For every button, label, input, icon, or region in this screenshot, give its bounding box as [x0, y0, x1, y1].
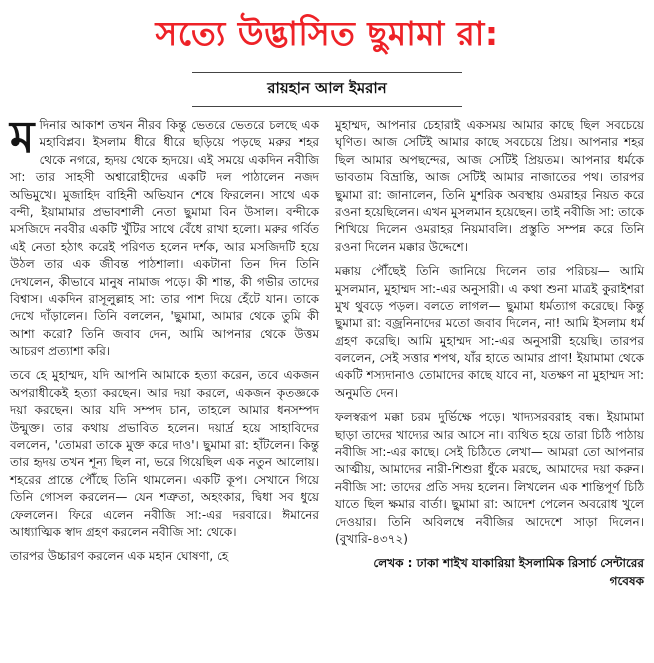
paragraph: তারপর উচ্চারণ করলেন এক মহান ঘোষণা, হে	[10, 549, 229, 564]
divider-above-author	[192, 72, 462, 73]
paragraph-opening	[10, 112, 319, 360]
right-column	[335, 117, 644, 597]
paragraph: ফলস্বরূপ মক্কা চরম দুর্ভিক্ষে পড়ে। খাদ্যসরবরাহ বন্ধ। ইয়ামামা ছাড়া তাদের খাদ্যের আর আসে না। ব্যথিত হয়ে তারা চিঠি পাঠায় নবীজি সা:-এর কাছে। সেই চিঠিতে লেখা— আমরা তো আপনার আত্মীয়, আমাদের নারী-শিশুরা ধুঁকে মরছে, আমাদের দয়া করুন। নবীজি সা: তাদের প্রতি সদয় হলেন। লিখলেন এক শান্তিপূর্ণ চিঠি যাতে ছিল ক্ষমার বার্তা। ছুমামা রা: আদেশ পেলেন অবরোধ খুলে দেওয়ার। তিনি অবিলম্বে নবীজির আদেশে সাড়া দিলেন। (বুখারি-৪৩৭২)	[335, 410, 644, 546]
paragraph: মক্কায় পৌঁছেই তিনি জানিয়ে দিলেন তার পরিচয়— আমি মুসলমান, মুহাম্মদ সা:-এর অনুসারী। এ কথা শুনা মাত্রই কুরাইশরা মুখ থুবড়ে পড়ল। বলতে লাগল— ছুমামা ধর্মত্যাগ করেছে। কিন্তু ছুমামা রা: বজ্রনিনাদের মতো জবাব দিলেন, না! আমি ইসলাম ধর্ম গ্রহণ করেছি। আমি মুহাম্মদ সা:-এর অনুসারী হয়েছি। তারপর বললেন, সেই সত্তার শপথ, যাঁর হাতে আমার প্রাণ! ইয়ামামা থেকে একটি শস্যদানাও তোমাদের কাছে যাবে না, যতক্ষণ না মুহাম্মদ সা: অনুমতি দেন।	[335, 264, 644, 400]
article-body	[10, 112, 644, 597]
author-byline: রায়হান আল ইমরান	[267, 79, 387, 97]
author-credit	[335, 555, 644, 590]
left-column	[10, 112, 319, 597]
paragraph-text: দিনার আকাশ তখন নীরব কিন্তু ভেতরে ভেতরে চলছে এক মহাবিপ্লব। ইসলাম ধীরে ধীরে ছড়িয়ে পড়ছে মরুর শহর থেকে নগরে, হৃদয় থেকে হৃদয়ে। এই সময়ে একদিন নবীজি সা: তার সাহসী অশ্বারোহীদের একটি দল পাঠালেন নজদ অভিমুখে। মুজাহিদ বাহিনী অভিযান শেষে ফিরলেন। সাথে এক বন্দী, ইয়ামামার প্রভাবশালী নেতা ছুমামা বিন উসাল। বন্দীকে মসজিদে নববীর একটি খুঁটির সাথে বেঁধে রাখা হলো। মরুর গর্বিত এই নেতা হঠাৎ করেই পরিণত হলেন দর্শক, আর মসজিদটি হয়ে উঠল তার এক জীবন্ত পাঠশালা। একটানা তিন দিন তিনি দেখলেন, কীভাবে মানুষ নামাজ পড়ে। কী শান্ত, কী গভীর তাদের বিশ্বাস। একদিন রাসূলুল্লাহ সা: তার পাশ দিয়ে হেঁটে যান। তাকে দেখে দাঁড়ালেন। তিনি বললেন, 'ছুমামা, আমার থেকে তুমি কী আশা করো? তিনি জবাব দেন, আমি আপনার থেকে উত্তম আচরণ প্রত্যাশা করি।	[10, 118, 319, 359]
page-title: সত্যে উদ্ভাসিত ছুমামা রা:	[155, 14, 499, 53]
paragraph: তবে হে মুহাম্মদ, যদি আপনি আমাকে হত্যা করেন, তবে একজন অপরাধীকেই হত্যা করছেন। আর দয়া করলে, একজন কৃতজ্ঞকে দয়া করছেন। আর যদি সম্পদ চান, তাহলে আমার ধনসম্পদ উন্মুক্ত। তার কথায় প্রভাবিত হলেন। দয়ার্দ্র হয়ে সাহাবিদের বললেন, 'তোমরা তাকে মুক্ত করে দাও'। ছুমামা রা: হাঁটলেন। কিন্তু তার হৃদয় তখন শূন্য ছিল না, ভরে গিয়েছিল এক নতুন আলোয়। শহরের প্রান্তে পৌঁছে তিনি থামলেন। একটি কূপ। সেখানে গিয়ে তিনি গোসল করলেন— যেন শত্রুতা, অহংকার, দ্বিধা সব ধুয়ে ফেললেন। ফিরে এলেন নবীজি সা:-এর দরবারে। ঈমানের আধ্যাত্মিক স্বাদ গ্রহণ করলেন নবীজি সা: থেকে।	[10, 368, 319, 539]
author-credit-text: ঢাকা শাইখ যাকারিয়া ইসলামিক রিসার্চ সেন্টারের গবেষক	[416, 556, 644, 588]
author-credit-label: লেখক :	[373, 556, 413, 571]
divider-below-author	[192, 106, 462, 107]
dropcap-letter: ম	[10, 112, 35, 163]
paragraph: মুহাম্মদ, আপনার চেহারাই একসময় আমার কাছে ছিল সবচেয়ে ঘৃণিত। আজ সেটিই আমার কাছে সবচেয়ে প্রিয়। আপনার শহর ছিল আমার অপছন্দের, আজ সেটিই প্রিয়তম। আপনার ধর্মকে ভাবতাম বিভ্রান্তি, আজ সেটিই আমার নাজাতের পথ। তারপর ছুমামা রা: জানালেন, তিনি মুশরিক অবস্থায় ওমরাহর নিয়ত করে রওনা হয়েছিলেন। এখন মুসলমান হয়েছেন। তাই নবীজি সা: তাকে শিখিয়ে দিলেন ওমরাহর নিয়মাবলি। প্রস্তুতি সম্পন্ন করে তিনি রওনা দিলেন মক্কার উদ্দেশে।	[335, 118, 644, 254]
